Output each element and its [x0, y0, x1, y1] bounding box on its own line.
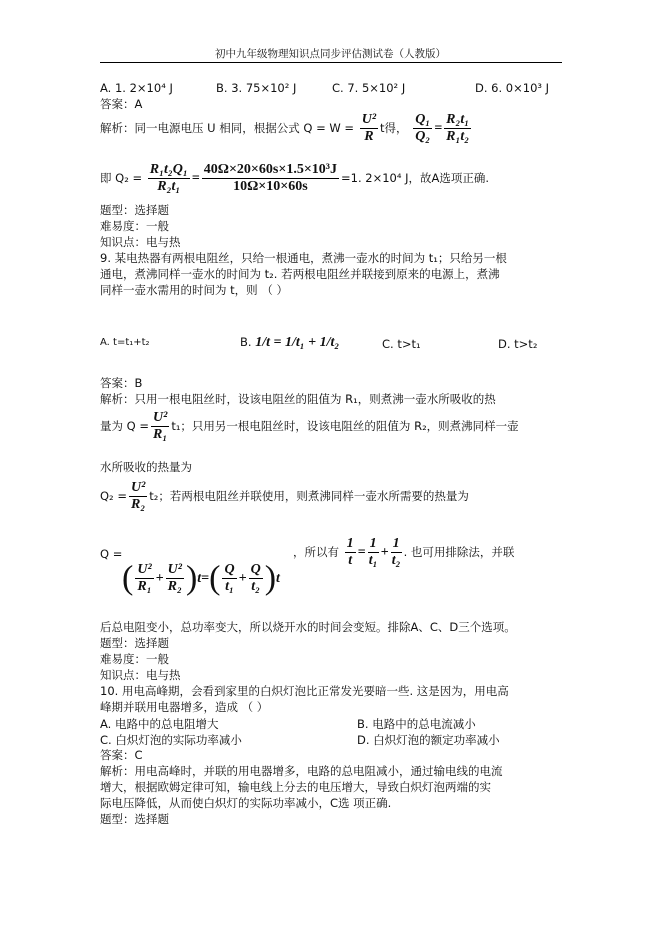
formula-calc-2: [202, 162, 339, 195]
calc-suffix: =1. 2×10⁴ J，故A选项正确.: [341, 171, 490, 185]
denominator: t₂: [251, 579, 261, 594]
t: t: [197, 571, 202, 586]
text: t₁；只用另一根电阻丝时，设该电阻丝的阻值为 R₂，则煮沸同样一壶: [171, 419, 519, 433]
q9-analysis-2: [100, 410, 519, 443]
q8-analysis-text: 解析：同一电源电压 U 相同，根据公式 Q = W =: [100, 121, 355, 135]
text: 量为 Q =: [100, 419, 149, 433]
q9-analysis-6: 后总电阻变小，总功率变大，所以烧开水的时间会变短。排除A、C、D三个选项。: [100, 620, 516, 634]
q8-analysis-mid: t得，: [380, 121, 408, 135]
numerator: 1: [392, 536, 400, 551]
q9-option-a: A. t=t₁+t₂: [100, 337, 150, 348]
q9-stem-3: 同样一壶水需用的时间为 t，则 （ ）: [100, 283, 288, 297]
denominator: R₂t₁: [157, 179, 181, 194]
q10-type: 题型：选择题: [100, 812, 169, 826]
denominator: R₁: [137, 579, 152, 594]
numerator: 40Ω×20×60s×1.5×10³J: [203, 162, 338, 177]
q8-knowledge: 知识点：电与热: [100, 235, 181, 249]
q9-analysis-3: 水所吸收的热量为: [100, 460, 192, 474]
q9-option-d: D. t>t₂: [498, 337, 538, 351]
q8-type: 题型：选择题: [100, 203, 169, 217]
q10-analysis-2: 增大，根据欧姆定律可知，输电线上分去的电压增大，导致白炽灯泡两端的实: [100, 780, 491, 794]
denominator: t: [348, 553, 353, 568]
q8-option-a: A. 1. 2×10⁴ J: [100, 81, 173, 95]
formula-calc-1: [148, 162, 190, 195]
q9-analysis-5: ，所以有 $\frac{1}{t}$ = $\frac{1}{\text{t₁}}$ + $\frac{1}{\text{t₂}}$ . 也可用排除法，并联: [293, 536, 515, 568]
q8-option-b: B. 3. 75×10² J: [216, 81, 297, 95]
q10-stem-2: 峰期并联用电器增多，造成 （ ）: [100, 700, 269, 714]
q9-stem-2: 通电，煮沸同样一壶水的时间为 t₂. 若两根电阻丝并联接到原来的电源上，煮沸: [100, 267, 500, 281]
numerator: R₂t₁: [446, 112, 470, 127]
t: t: [276, 571, 280, 586]
denominator: Q₂: [415, 129, 431, 144]
q10-option-a: A. 电路中的总电阻增大: [100, 717, 219, 731]
denominator: t₁: [225, 579, 234, 594]
q9-type: 题型：选择题: [100, 636, 169, 650]
q9-stem-1: 9. 某电热器有两根电阻丝，只给一根通电，煮沸一壶水的时间为 t₁；只给另一根: [100, 251, 507, 265]
numerator: U²: [130, 480, 146, 495]
text: ，所以有: [293, 545, 339, 559]
formula-rt-ratio: [444, 112, 471, 145]
denominator: R₁t₂: [446, 129, 470, 144]
q10-option-b: B. 电路中的总电流减小: [357, 717, 476, 731]
q9-option-b: [240, 335, 339, 351]
q8-calculation: 即 Q₂ = $\frac{\text{R₁t₂Q₁}}{\text{R₂t₁}}$ = $\frac{\text{40Ω×20×60s×1.5×10³J}}{10\Omega\times 10\times 60s}$ =1. 2×10⁴ J，故A选项正确.: [100, 162, 490, 194]
numerator: U²: [167, 562, 182, 577]
q9-answer: 答案：B: [100, 376, 143, 390]
text: Q₂ =: [100, 489, 127, 503]
denominator: t₁: [368, 553, 378, 568]
denominator: R₂: [167, 579, 182, 594]
option-b-formula: 1/t = 1/t₁ + 1/t₂: [255, 335, 340, 350]
q10-stem-1: 10. 用电高峰期，会看到家里的白炽灯泡比正常发光要暗一些. 这是因为，用电高: [100, 684, 509, 698]
q8-answer: 答案：A: [100, 97, 143, 111]
denominator: 10Ω×10×60s: [233, 179, 308, 194]
q10-answer: 答案：C: [100, 748, 143, 762]
q9-knowledge: 知识点：电与热: [100, 668, 181, 682]
denominator: R₁: [153, 427, 168, 442]
formula-total-heat: ( $\frac{\text{U²}}{\text{R₁}}$ + $\frac{\text{U²}}{\text{R₂}}$ )t=( $\frac{Q}{\text{t₁}}$ + $\frac{Q}{\text{t₂}}$ )t: [122, 559, 280, 597]
numerator: Q: [250, 562, 261, 577]
q9-analysis-1: 解析：只用一根电阻丝时，设该电阻丝的阻值为 R₁，则煮沸一壶水所吸收的热: [100, 392, 496, 406]
text: t₂；若两根电阻丝并联使用，则煮沸同样一壶水所需要的热量为: [149, 489, 469, 503]
numerator: R₁t₂Q₁: [149, 162, 188, 177]
text: . 也可用排除法，并联: [403, 545, 515, 559]
q10-option-d: D. 白炽灯泡的额定功率减小: [357, 733, 500, 747]
numerator: 1: [369, 536, 377, 551]
q9-option-c: C. t>t₁: [382, 337, 421, 351]
q10-option-c: C. 白炽灯泡的实际功率减小: [100, 733, 242, 747]
numerator: Q: [224, 562, 235, 577]
q10-analysis-1: 解析：用电高峰时，并联的用电器增多，电路的总电阻减小，通过输电线的电流: [100, 764, 503, 778]
q8-option-d: D. 6. 0×10³ J: [475, 81, 550, 95]
formula-u2-over-r: [360, 112, 378, 145]
q10-analysis-3: 际电压降低，从而使白炽灯的实际功率减小，C选 项正确.: [100, 796, 392, 810]
numerator: U²: [361, 112, 377, 127]
q9-difficulty: 难易度：一般: [100, 652, 169, 666]
page-header: 初中九年级物理知识点同步评估测试卷（人教版）: [215, 48, 446, 60]
numerator: 1: [346, 536, 354, 551]
denominator: R₂: [131, 497, 146, 512]
q9-analysis-4: [100, 480, 469, 513]
formula-q-ratio: [413, 112, 432, 145]
numerator: U²: [137, 562, 152, 577]
header-rule: [100, 62, 562, 63]
q8-option-c: C. 7. 5×10² J: [332, 81, 406, 95]
option-label: B.: [240, 335, 252, 349]
denominator: R: [364, 129, 374, 144]
calc-prefix: 即 Q₂ =: [100, 171, 143, 185]
q8-difficulty: 难易度：一般: [100, 219, 169, 233]
numerator: Q₁: [415, 112, 431, 127]
denominator: t₂: [391, 553, 401, 568]
numerator: U²: [153, 410, 168, 425]
q8-analysis: 解析：同一电源电压 U 相同，根据公式 Q = W = $\frac{\text{U²}}{R}$ t得， $\frac{\text{Q₁}}{\text{Q₂}}$ = $\frac{\text{R₂t₁}}{\text{R₁t₂}}$: [100, 112, 470, 144]
q9-analysis-5-prefix: Q =: [100, 547, 123, 561]
